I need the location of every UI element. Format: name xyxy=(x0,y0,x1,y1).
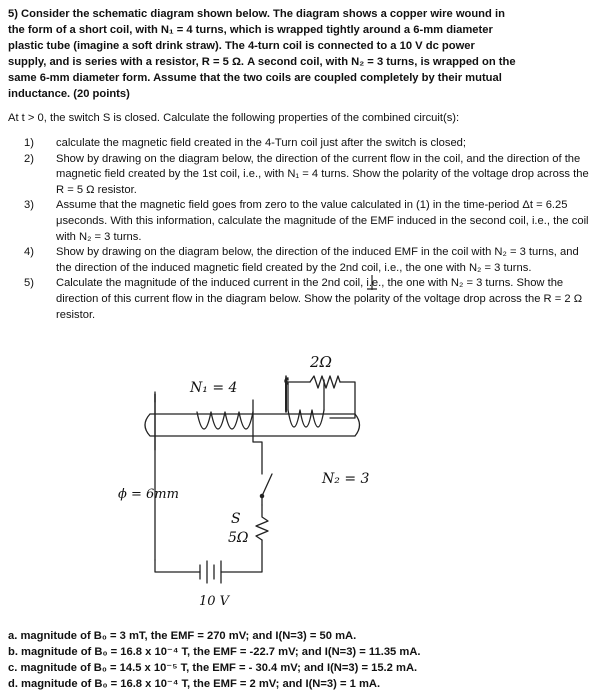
problem-line-2: the form of a short coil, with N₁ = 4 turns, which is wrapped tightly around a 6-mm diameter xyxy=(8,24,493,36)
question-2: 2) Show by drawing on the diagram below, the direction of the current flow in the coil, and the direction of the magnetic field created by the 1st coil, i.e., with N₁ = 4 turns. Show the polarity of the voltage drop across the R = 5 Ω resistor. xyxy=(24,152,589,196)
coil-2-circuit xyxy=(286,382,355,418)
question-4: 4) Show by drawing on the diagram below, the direction of the induced EMF in the coil with N₂ = 3 turns, and the direction of the induced magnetic field created by the 2nd coil, i.e., the one with N₂ = 3 turns. xyxy=(24,246,579,274)
coil-2-turns xyxy=(288,410,324,427)
n2-label: N₂ = 3 xyxy=(322,471,370,487)
question-3: 3) Assume that the magnetic field goes from zero to the value calculated in (1) in the time-period Δt = 6.25 μseconds. With this information, calculate the magnitude of the EMF induced in the second coil, i.e., the coil with N₂ = 3 turns. xyxy=(24,199,589,243)
diameter-label: ϕ = 6mm xyxy=(118,487,179,502)
problem-line-1: 5) Consider the schematic diagram shown below. The diagram shows a copper wire wound in xyxy=(8,8,505,20)
problem-line-5: same 6-mm diameter form. Assume that the two coils are coupled completely by their mutual xyxy=(8,72,502,84)
problem-line-3: plastic tube (imagine a soft drink straw). The 4-turn coil is connected to a 10 V dc power xyxy=(8,40,475,52)
answer-b[interactable]: b. magnitude of B₀ = 16.8 x 10⁻⁴ T, the EMF = -22.7 mV; and I(N=3) = 11.35 mA. xyxy=(8,646,421,658)
r1-label: 5Ω xyxy=(228,530,249,546)
question-5: 5) Calculate the magnitude of the induced current in the 2nd coil, i.e., the one with N₂ = 3 turns. Show the direction of this current flow in the diagram below. Show the polarity of the voltage drop across the R = 2 Ω resistor. xyxy=(24,277,583,321)
pen-mark xyxy=(367,275,377,290)
problem-line-6: inductance. (20 points) xyxy=(8,88,130,100)
switch-label: S xyxy=(231,511,241,527)
coil-2-loop xyxy=(286,380,324,410)
answer-a[interactable]: a. magnitude of B₀ = 3 mT, the EMF = 270 mV; and I(N=3) = 50 mA. xyxy=(8,630,357,642)
r2-label: 2Ω xyxy=(310,353,332,371)
question-1: 1) calculate the magnetic field created in the 4-Turn coil just after the switch is closed; xyxy=(24,137,466,149)
battery-icon xyxy=(200,561,221,583)
circuit-left-wire xyxy=(155,560,200,572)
r2-resistor-icon xyxy=(310,376,340,388)
n1-label: N₁ = 4 xyxy=(190,380,238,396)
problem-intro: At t > 0, the switch S is closed. Calculate the following properties of the combined circuit(s): xyxy=(8,112,460,124)
problem-line-4: supply, and is series with a resistor, R = 5 Ω. A second coil, with N₂ = 3 turns, is wrapped on the xyxy=(8,56,516,68)
battery-label: 10 V xyxy=(199,594,230,609)
answer-d[interactable]: d. magnitude of B₀ = 16.8 x 10⁻⁴ T, the EMF = 2 mV; and I(N=3) = 1 mA. xyxy=(8,678,381,690)
switch-icon xyxy=(262,474,272,505)
r1-resistor-icon xyxy=(256,505,268,540)
answer-c[interactable]: c. magnitude of B₀ = 14.5 x 10⁻⁵ T, the EMF = - 30.4 mV; and I(N=3) = 15.2 mA. xyxy=(8,662,418,674)
